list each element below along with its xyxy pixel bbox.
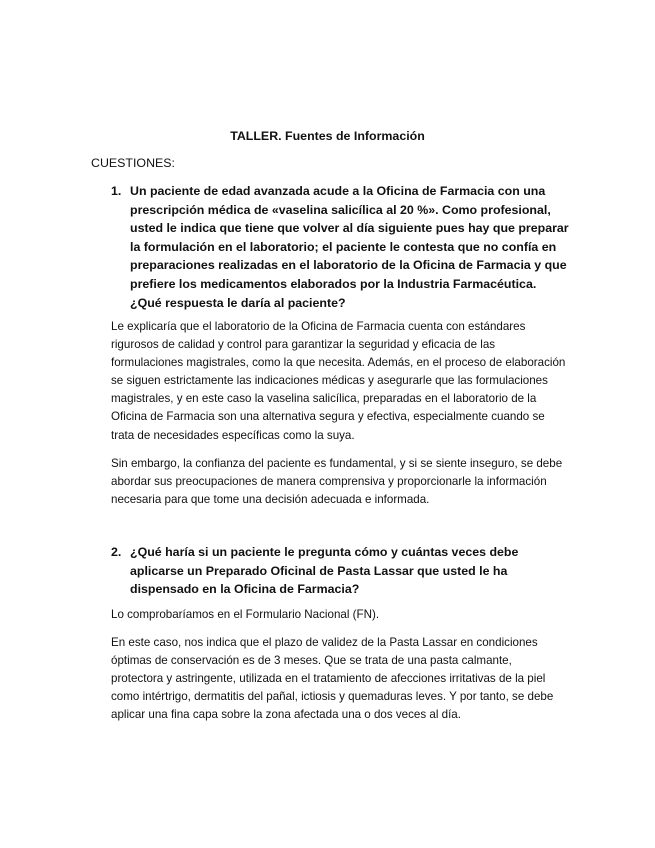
answer-paragraph: Le explicaría que el laboratorio de la Oficina de Farmacia cuenta con estándares rigurosos de calidad y control para garantizar la seguridad y eficacia de las formulaciones magistrales, como la que necesita. Además, en el proceso de elaboración se siguen estrictamente las indicaciones médicas y asegurarle que las formulaciones magistrales, y en este caso la vaselina salicílica, preparadas en el laboratorio de la Oficina de Farmacia son una alternativa segura y efectiva, especialmente cuando se trata de necesidades específicas como la suya.	[111, 320, 566, 442]
question-2	[111, 543, 571, 599]
question-number: 1.	[111, 184, 122, 198]
document-title: TALLER. Fuentes de Información	[230, 129, 425, 143]
question-1	[111, 182, 571, 312]
question-text: Un paciente de edad avanzada acude a la Oficina de Farmacia con una prescripción médica de «vaselina salicílica al 20 %». Como profesional, usted le indica que tiene que volver al día siguiente pues hay que preparar la formulación en el laboratorio; el paciente le contesta que no confía en preparaciones realizadas en el laboratorio de la Oficina de Farmacia y que prefiere los medicamentos elaborados por la Industria Farmacéutica. ¿Qué respuesta le daría al paciente?	[130, 184, 569, 310]
answer-paragraph: En este caso, nos indica que el plazo de validez de la Pasta Lassar en condiciones óptimas de conservación es de 3 meses. Que se trata de una pasta calmante, protectora y astringente, utilizada en el tratamiento de afecciones irritativas de la piel como intértrigo, dermatitis del pañal, ictiosis y quemaduras leves. Y por tanto, se debe aplicar una fina capa sobre la zona afectada una o dos veces al día.	[111, 636, 554, 722]
answer-paragraph: Lo comprobaríamos en el Formulario Nacional (FN).	[111, 608, 380, 621]
question-number: 2.	[111, 545, 122, 559]
answer-paragraph: Sin embargo, la confianza del paciente es fundamental, y si se siente inseguro, se debe abordar sus preocupaciones de manera comprensiva y proporcionarle la información necesaria para que tome una decisión adecuada e informada.	[111, 457, 563, 507]
section-label: CUESTIONES:	[91, 156, 175, 170]
question-text: ¿Qué haría si un paciente le pregunta cómo y cuántas veces debe aplicarse un Preparado Oficinal de Pasta Lassar que usted le ha dispensado en la Oficina de Farmacia?	[130, 545, 519, 597]
